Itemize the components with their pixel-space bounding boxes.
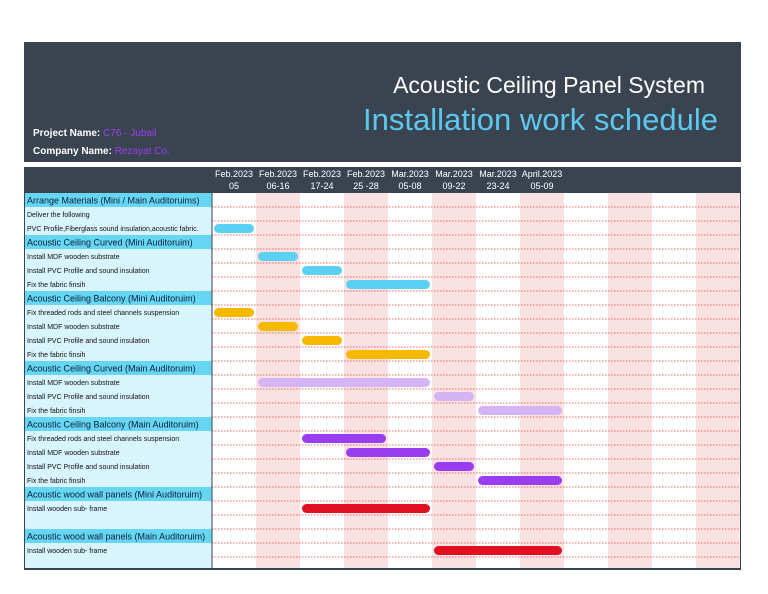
task-bar — [302, 266, 342, 275]
task-bar — [302, 336, 342, 345]
section-header-label: Acoustic Ceiling Balcony (Main Auditoruim) — [27, 419, 199, 430]
period-month-label: Mar.2023 — [391, 169, 429, 179]
task-bar — [302, 504, 430, 513]
task-bar — [434, 546, 562, 555]
header-banner — [24, 42, 741, 162]
period-days-label: 23-24 — [486, 181, 510, 191]
company-name-row — [33, 146, 170, 157]
task-bar — [258, 322, 298, 331]
period-days-label: 17-24 — [310, 181, 334, 191]
project-name-value: C76 - Jubail — [103, 128, 157, 139]
task-bar — [214, 224, 254, 233]
period-month-label: Feb.2023 — [258, 169, 298, 179]
project-name-label: Project Name: — [33, 128, 101, 139]
task-label: Fix the fabric finsih — [27, 352, 86, 359]
task-label: Install MDF wooden substrate — [27, 254, 120, 261]
task-bar — [346, 448, 430, 457]
page-title: Acoustic Ceiling Panel System — [393, 72, 705, 98]
task-label: Install MDF wooden substrate — [27, 450, 120, 457]
task-bar — [302, 434, 386, 443]
task-label: Fix the fabric finsih — [27, 282, 86, 289]
page-subtitle: Installation work schedule — [363, 102, 718, 137]
task-bar — [258, 378, 430, 387]
period-month-label: Feb.2023 — [214, 169, 254, 179]
task-bar — [214, 308, 254, 317]
task-label: Install PVC Profile and sound insulation — [27, 394, 150, 401]
section-header-label: Acoustic wood wall panels (Main Auditoruim) — [27, 531, 206, 542]
gantt-svg — [24, 167, 741, 570]
task-bar — [434, 462, 474, 471]
task-label: Install PVC Profile and sound insulation — [27, 338, 150, 345]
section-header-label: Acoustic wood wall panels (Mini Auditoruim) — [27, 489, 203, 500]
company-name-value: Rezayat Co. — [114, 146, 170, 157]
period-days-label: 05 — [228, 181, 240, 191]
task-label: Fix threaded rods and steel channels suspension — [27, 310, 180, 317]
company-name-label: Company Name: — [33, 146, 112, 157]
task-bar — [346, 280, 430, 289]
period-column-shade — [696, 193, 740, 568]
section-header-label: Acoustic Ceiling Balcony (Mini Auditoruim) — [27, 293, 196, 304]
period-days-label: 05-08 — [398, 181, 422, 191]
period-days-label: 06-16 — [266, 181, 290, 191]
period-month-label: Mar.2023 — [479, 169, 517, 179]
period-days-label: 05-09 — [530, 181, 554, 191]
task-label: Deliver the following — [27, 212, 90, 219]
section-header-label: Arrange Materials (Mini / Main Auditoruims) — [27, 195, 200, 206]
task-label: Install wooden sub- frame — [27, 548, 108, 555]
task-label: Fix threaded rods and steel channels suspension — [27, 436, 180, 443]
task-bar — [478, 476, 562, 485]
period-month-label: Feb.2023 — [302, 169, 342, 179]
period-month-label: Feb.2023 — [346, 169, 386, 179]
period-month-label: April.2023 — [521, 169, 563, 179]
task-bar — [346, 350, 430, 359]
project-name-row — [33, 128, 156, 139]
task-bar — [478, 406, 562, 415]
period-days-label: 09-22 — [442, 181, 466, 191]
section-header-label: Acoustic Ceiling Curved (Main Auditoruim) — [27, 363, 196, 374]
section-header-label: Acoustic Ceiling Curved (Mini Auditoruim) — [27, 237, 193, 248]
period-month-label: Mar.2023 — [435, 169, 473, 179]
task-label: Install MDF wooden substrate — [27, 380, 120, 387]
period-column-shade — [432, 193, 476, 568]
task-bar — [434, 392, 474, 401]
period-days-label: 25 -28 — [353, 181, 379, 191]
gantt-chart — [24, 167, 741, 570]
task-label: Fix the fabric finsih — [27, 478, 86, 485]
task-label: Install PVC Profile and sound insulation — [27, 268, 150, 275]
task-label: Install MDF wooden substrate — [27, 324, 120, 331]
task-label: Install PVC Profile and sound insulation — [27, 464, 150, 471]
task-label: PVC Profile,Fiberglass sound insulation,acoustic fabric. — [27, 226, 199, 233]
task-label: Fix the fabric finsih — [27, 408, 86, 415]
task-bar — [258, 252, 298, 261]
task-label: Install wooden sub- frame — [27, 506, 108, 513]
